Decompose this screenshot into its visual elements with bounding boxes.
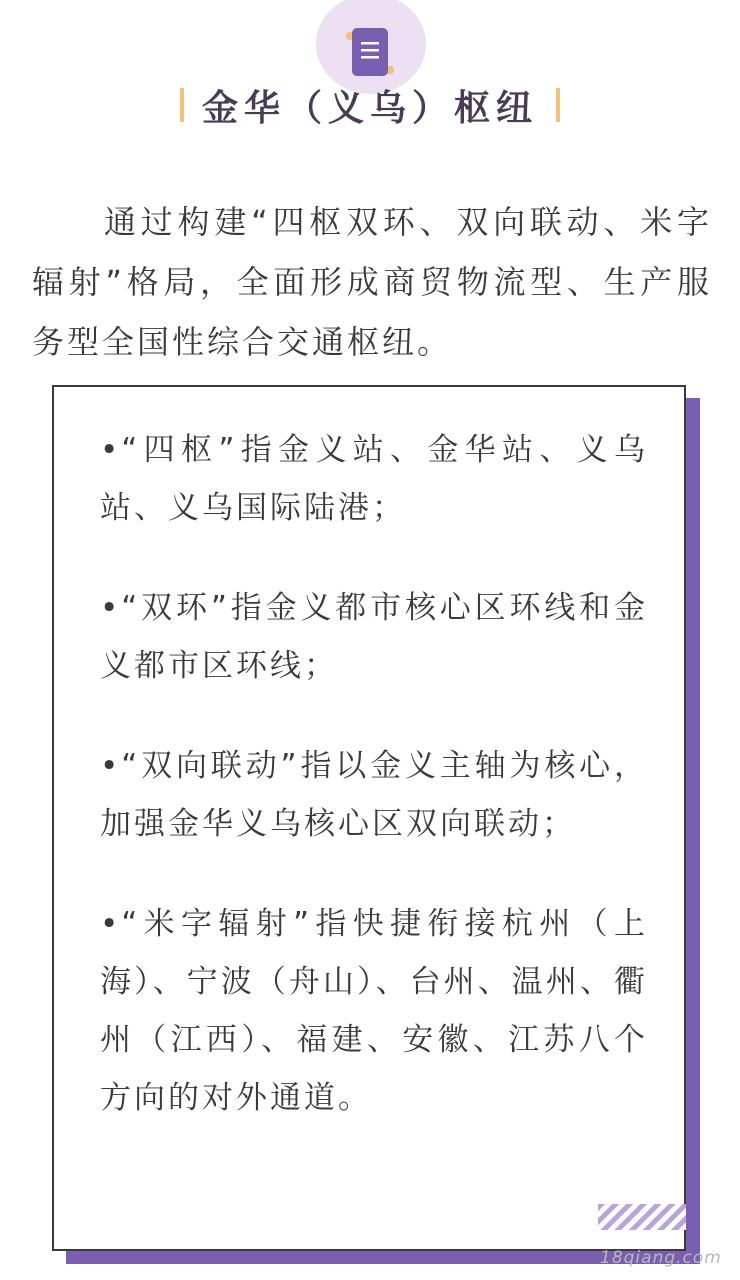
bullet-item-mizi: •“米字辐射”指快捷衔接杭州（上海）、宁波（舟山）、台州、温州、衢州（江西）、福建、安徽、江苏八个方向的对外通道。 [100,906,648,1116]
section-title [0,78,740,132]
bullet-list [100,421,648,1169]
page-title: 金华（义乌）枢纽 [201,87,538,129]
title-bar-left [180,88,184,122]
info-card [52,385,686,1251]
watermark: 18qiang.com [600,1248,722,1268]
title-bar-right [556,88,560,122]
scroll-icon [344,26,396,80]
bullet-item-sishu: •“四枢”指金义站、金华站、义乌站、义乌国际陆港； [100,432,648,526]
bullet-item-shuangxiang: •“双向联动”指以金义主轴为核心，加强金华义乌核心区双向联动； [100,748,648,842]
hatch-decoration [598,1204,686,1230]
intro-paragraph: 通过构建“四枢双环、双向联动、米字辐射”格局，全面形成商贸物流型、生产服务型全国性综合交通枢纽。 [32,203,712,361]
bullet-item-shuanghuan: •“双环”指金义都市核心区环线和金义都市区环线； [100,590,648,684]
